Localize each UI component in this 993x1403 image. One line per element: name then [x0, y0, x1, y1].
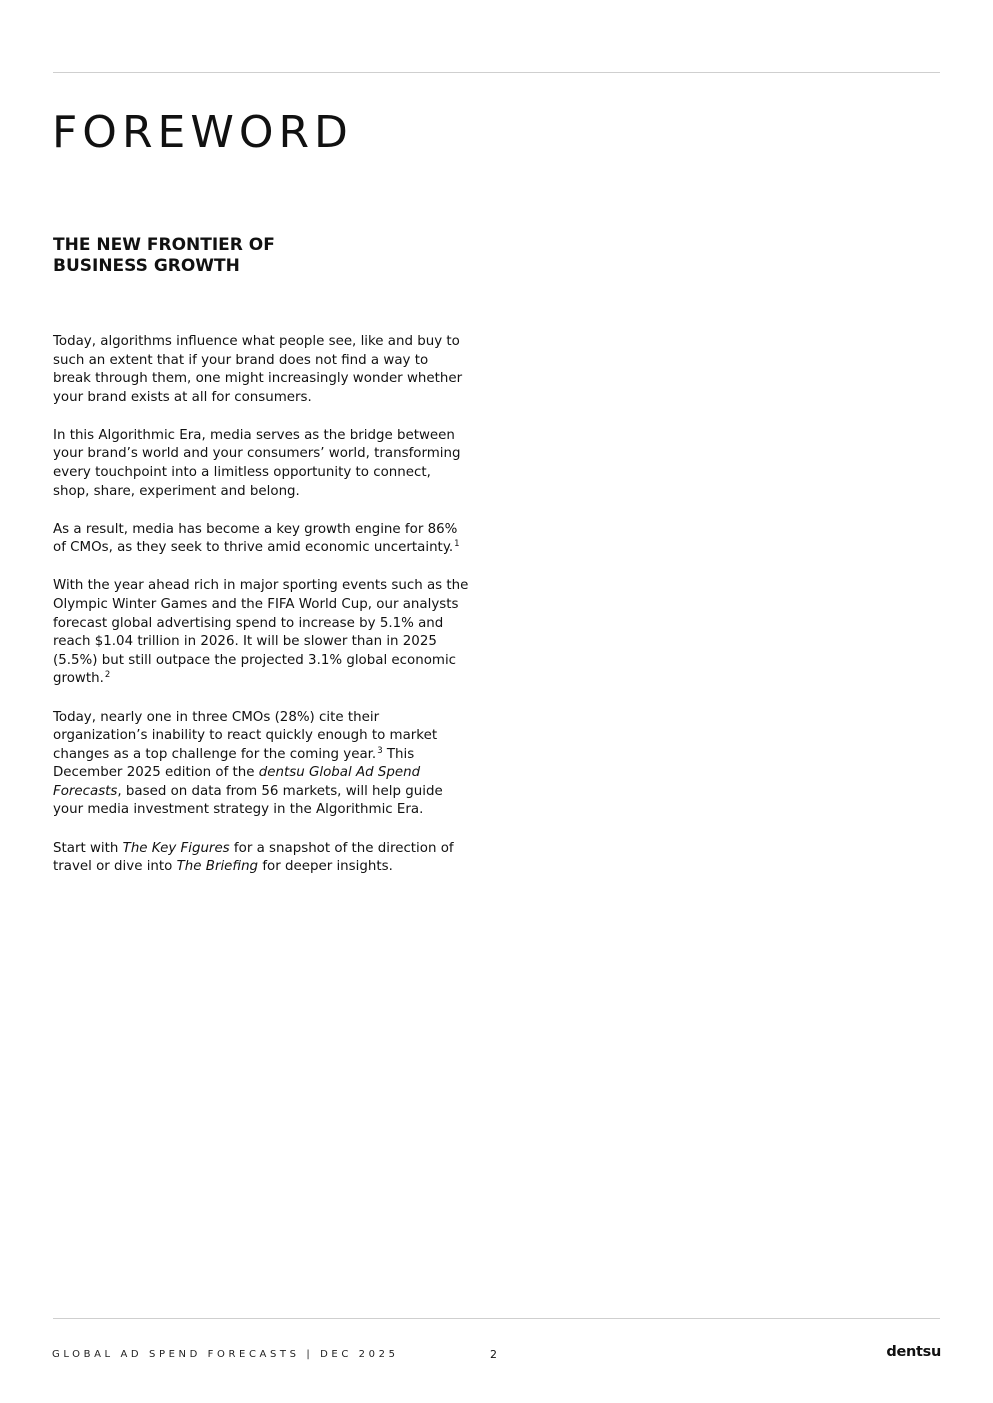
text-line: your media investment strategy in the Algorithmic Era. — [53, 802, 424, 818]
section-heading-line: THE NEW FRONTIER OF — [53, 235, 275, 255]
text-line: Today, algorithms influence what people see, like and buy to — [53, 334, 460, 349]
paragraph-algorithmic-era — [53, 427, 503, 501]
text-line: reach $1.04 trillion in 2026. It will be slower than in 2025 — [53, 634, 437, 650]
footer-label: GLOBAL AD SPEND FORECASTS | DEC 2025 — [52, 1349, 399, 1360]
text-line — [53, 840, 503, 859]
section-heading-line: BUSINESS GROWTH — [53, 256, 240, 276]
text-line — [53, 783, 503, 802]
publication-title: dentsu Global Ad Spend — [258, 765, 421, 781]
page-title: FOREWORD — [52, 107, 353, 158]
footnote-marker: 1 — [454, 539, 460, 550]
text-line: Today, nearly one in three CMOs (28%) cite their — [53, 709, 380, 725]
footer-divider — [53, 1318, 940, 1319]
text-line: With the year ahead rich in major sporting events such as the — [53, 578, 469, 594]
text-segment: This — [382, 746, 415, 762]
text-segment: travel or dive into — [53, 859, 177, 875]
text-line: your brand’s world and your consumers’ world, transforming — [53, 446, 461, 462]
text-segment: , based on data from 56 markets, will help guide — [117, 783, 443, 799]
text-line: In this Algorithmic Era, media serves as the bridge between — [53, 427, 455, 443]
text-line: As a result, media has become a key growth engine for 86% — [53, 521, 458, 537]
text-line: organization’s inability to react quickly enough to market — [53, 728, 438, 744]
text-line: shop, share, experiment and belong. — [53, 483, 300, 499]
text-line: every touchpoint into a limitless opportunity to connect, — [53, 465, 431, 481]
text-segment: of CMOs, as they seek to thrive amid economic uncertainty. — [53, 540, 454, 556]
text-line: forecast global advertising spend to increase by 5.1% and — [53, 615, 444, 631]
text-line: break through them, one might increasingly wonder whether — [53, 371, 463, 387]
section-reference: The Briefing — [176, 859, 259, 875]
text-line — [53, 764, 503, 783]
paragraph-growth-engine — [53, 521, 503, 558]
text-segment: for deeper insights. — [258, 859, 393, 875]
text-segment: changes as a top challenge for the coming year. — [53, 746, 377, 762]
text-line — [53, 858, 503, 877]
paragraph-algorithms — [53, 333, 503, 407]
text-line — [53, 539, 503, 558]
text-line — [53, 670, 503, 689]
page-number: 2 — [490, 1348, 497, 1361]
text-segment: Start with — [53, 840, 123, 856]
publication-title: Forecasts — [53, 783, 118, 799]
paragraph-start-with — [53, 840, 503, 877]
footnote-marker: 2 — [104, 670, 111, 681]
foreword-body — [53, 333, 503, 896]
text-line: (5.5%) but still outpace the projected 3.1% global economic — [53, 652, 457, 668]
section-reference: The Key Figures — [122, 840, 230, 856]
text-segment: December 2025 edition of the — [53, 765, 259, 781]
text-line: your brand exists at all for consumers. — [53, 389, 312, 405]
section-heading — [53, 235, 275, 277]
dentsu-logo: dentsu — [886, 1344, 941, 1360]
top-divider — [53, 72, 940, 73]
footnote-marker: 3 — [377, 745, 383, 756]
text-line: such an extent that if your brand does not find a way to — [53, 352, 429, 368]
paragraph-ad-spend-forecast — [53, 577, 503, 689]
text-segment: for a snapshot of the direction of — [229, 840, 454, 856]
text-segment: growth. — [53, 671, 104, 687]
text-line: Olympic Winter Games and the FIFA World Cup, our analysts — [53, 597, 459, 613]
paragraph-cmo-challenge — [53, 709, 503, 821]
text-line — [53, 746, 503, 765]
